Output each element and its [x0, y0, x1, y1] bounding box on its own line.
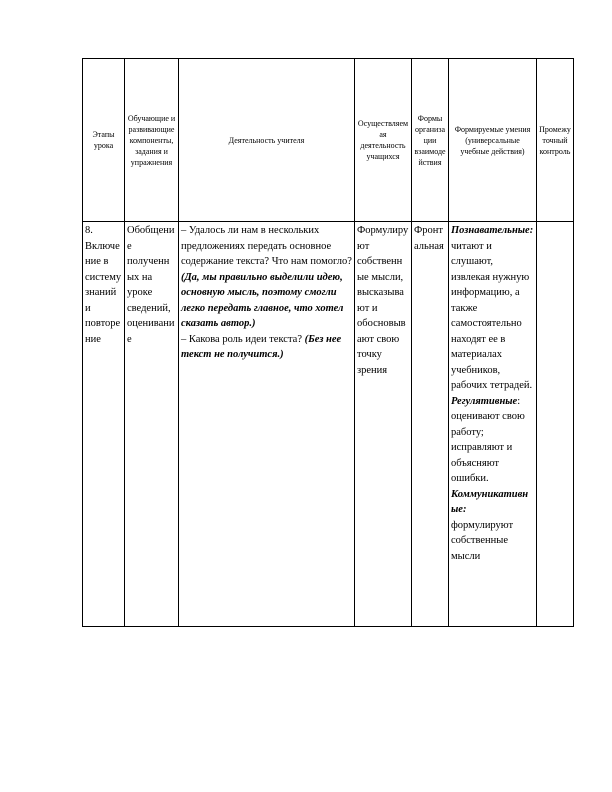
- cell-skills: [449, 222, 537, 627]
- header-forms: Формы организации взаимодействия: [412, 59, 449, 222]
- cell-components: Обобщение полученных на уроке сведений, оценивание: [125, 222, 179, 627]
- teacher-answer-1: (Да, мы правильно выделили идею, основную мысль, поэтому смогли легко передать главное, что хотел сказать автор.): [181, 271, 344, 329]
- header-row: [83, 59, 574, 222]
- cell-teacher: [179, 222, 355, 627]
- lesson-table: [82, 58, 574, 627]
- teacher-question-2: – Какова роль идеи текста?: [181, 333, 305, 345]
- header-control: Промежуточный контроль: [537, 59, 574, 222]
- cell-forms: Фронтальная: [412, 222, 449, 627]
- skills-regulative-title: Регулятивные: [451, 395, 518, 407]
- teacher-question-1: – Удалось ли нам в нескольких предложениях передать основное содержание текста? Что нам помогло?: [181, 225, 352, 267]
- header-skills: Формируемые умения (универсальные учебные действия): [449, 59, 537, 222]
- skills-communicative-title: Коммуникативные:: [451, 488, 529, 515]
- header-teacher: Деятельность учителя: [179, 59, 355, 222]
- header-stage: Этапы урока: [83, 59, 125, 222]
- skills-cognitive-title: Познавательные:: [451, 225, 534, 236]
- table-row: [83, 222, 574, 627]
- header-students: Осуществляемая деятельность учащихся: [355, 59, 412, 222]
- cell-students: Формулируют собственные мысли, высказывают и обосновывают свою точку зрения: [355, 222, 412, 627]
- header-components: Обучающие и развивающие компоненты, задания и упражнения: [125, 59, 179, 222]
- teacher-answer-2: (Без нее текст не получится.): [181, 333, 342, 360]
- skills-regulative-text: : оценивают свою работу; исправляют и объясняют ошибки.: [451, 395, 525, 484]
- cell-control: [537, 222, 574, 627]
- skills-communicative-text: формулируют собственные мысли: [451, 519, 514, 562]
- skills-cognitive-text: читают и слушают, извлекая нужную информацию, а также самостоятельно находят ее в материалах учебников, рабочих тетрадей.: [451, 240, 533, 391]
- cell-stage: 8. Включение в систему знаний и повторение: [83, 222, 125, 627]
